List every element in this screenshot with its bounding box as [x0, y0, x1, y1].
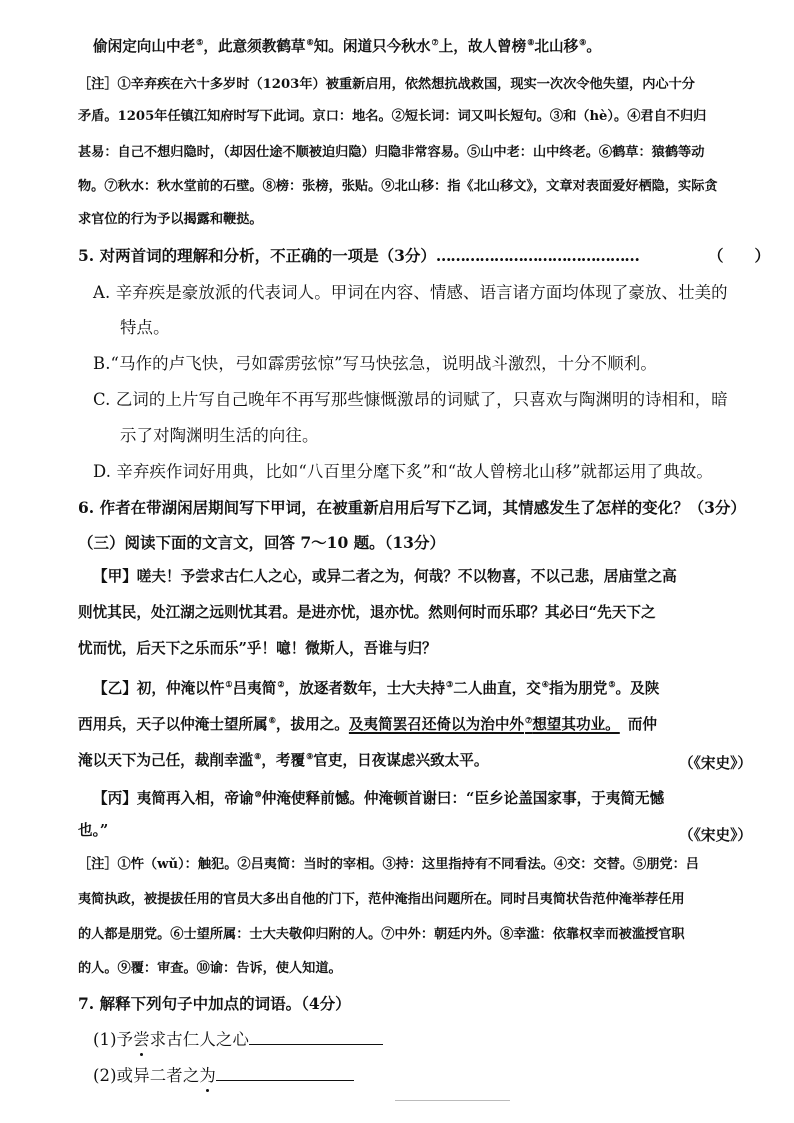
- text: 【乙】初，仲淹以忤: [93, 680, 225, 697]
- text: 官吏，日夜谋虑兴致太平。: [313, 752, 489, 769]
- section-3-heading: （三）阅读下面的文言文，回答 7～10 题。（13分）: [78, 533, 445, 552]
- text: 吕夷简: [232, 680, 277, 697]
- note-ref: ⑤: [196, 37, 204, 47]
- q5-answer-paren[interactable]: （ ）: [708, 246, 771, 265]
- dotted-word: 尝: [133, 1030, 150, 1049]
- passage-bing-line-2: 也。”: [78, 822, 109, 839]
- q5-option-b[interactable]: B.“马作的卢飞快，弓如霹雳弦惊”写马快弦急，说明战斗激烈，十分不顺利。: [93, 354, 657, 373]
- passage-jia-line-2: 则忧其民，处江湖之远则忧其君。是进亦忧，退亦忧。然则何时而乐耶？其必曰“先天下之: [78, 604, 656, 621]
- q5-stem-line: [78, 248, 639, 264]
- text: 求古仁人之心: [149, 1030, 250, 1049]
- q5-option-d[interactable]: D. 辛弃疾作词好用典，比如“八百里分麾下炙”和“故人曾榜北山移”就都运用了典故。: [93, 462, 713, 481]
- poem-text: 。: [586, 38, 601, 55]
- text: ，拔用之。: [275, 716, 349, 733]
- note-ref: ⑥: [268, 715, 276, 725]
- text: ，考覆: [261, 752, 306, 769]
- text: 淹以天下为己任，裁削幸滥: [78, 752, 254, 769]
- note1-line-2: 矛盾。1205年任镇江知府时写下此词。京口：地名。②短长词：词又叫长短句。③和（hè）。④君自不归归: [78, 109, 707, 124]
- note-ref: ⑧: [254, 751, 262, 761]
- underlined-sentence: [349, 716, 620, 733]
- q5-option-c-cont: 示了对陶渊明生活的向往。: [120, 426, 319, 445]
- text: 及夷简罢召还倚以为治中外: [348, 716, 525, 733]
- note-ref: ⑨: [306, 751, 314, 761]
- q5-option-a[interactable]: A. 辛弃疾是豪放派的代表词人。甲词在内容、情感、语言诸方面均体现了豪放、壮美的: [93, 283, 728, 302]
- source-songshi: （《宋史》）: [679, 827, 752, 844]
- leader-dots: ……………………………………: [435, 246, 639, 265]
- text: ，放逐者数年，士大夫持: [284, 680, 446, 697]
- poem-text: 知。闲道只今秋水: [313, 38, 431, 55]
- note-ref: ⑦: [525, 715, 533, 725]
- text: 而仲: [627, 716, 657, 733]
- note1-line-3: 甚易：自己不想归隐时，（却因仕途不顺被迫归隐）归隐非常容易。⑤山中老：山中终老。⑥鹤草：猿鹤等动: [78, 145, 705, 160]
- q7-item-1: [93, 1032, 383, 1048]
- note-ref: ⑩: [254, 789, 262, 799]
- source-songshi: （《宋史》）: [679, 755, 752, 772]
- text: 想望其功业。: [532, 716, 620, 733]
- poem-text: 北山移: [534, 38, 579, 55]
- q5-option-c[interactable]: C. 乙词的上片写自己晚年不再写那些慷慨激昂的词赋了，只喜欢与陶渊明的诗相和，暗: [93, 390, 728, 409]
- passage-yi-line-3: [78, 752, 488, 769]
- text: (1)予: [93, 1030, 134, 1049]
- note-ref: ⑦: [431, 37, 439, 47]
- note2-line-4: 的人。⑨覆：审查。⑩谕：告诉，使人知道。: [78, 961, 342, 976]
- note-ref: ⑥: [306, 37, 314, 47]
- passage-yi-line-2: [78, 716, 657, 733]
- note-ref: ①: [225, 679, 233, 689]
- footer-divider: [395, 1100, 510, 1101]
- note2-line-1: ［注］①忤（wǔ）：触犯。②吕夷简：当时的宰相。③持：这里指持有不同看法。④交：交替。⑤朋党：吕: [78, 857, 699, 872]
- poem-line: [93, 38, 601, 55]
- note1-line-5: 求官位的行为予以揭露和鞭挞。: [78, 212, 263, 227]
- poem-text: 偷闲定向山中老: [93, 38, 196, 55]
- poem-text: ，此意须教鹤草: [203, 38, 306, 55]
- note-ref: ⑤: [608, 679, 616, 689]
- q7-stem: 7. 解释下列句子中加点的词语。（4分）: [78, 994, 351, 1013]
- note2-line-2: 夷简执政，被提拔任用的官员大多出自他的门下，范仲淹指出问题所在。同时吕夷简状告范仲淹举荐任用: [78, 892, 685, 907]
- poem-text: 上，故人曾榜: [438, 38, 527, 55]
- dotted-word: 为: [199, 1066, 216, 1085]
- text: 西用兵，天子以仲淹士望所属: [78, 716, 268, 733]
- passage-jia-line-3: 忧而忧，后天下之乐而乐”乎！噫！微斯人，吾谁与归？: [78, 640, 437, 657]
- q7-item-2: [93, 1068, 354, 1084]
- text: (2)或异二者之: [93, 1066, 200, 1085]
- text: 【丙】夷简再入相，帝谕: [93, 790, 254, 807]
- passage-yi-line-1: [93, 680, 659, 697]
- note-ref: ②: [277, 679, 285, 689]
- note1-line-4: 物。⑦秋水：秋水堂前的石壁。⑧榜：张榜，张贴。⑨北山移：指《北山移文》，文章对表面爱好栖隐，实际贪: [78, 179, 718, 194]
- answer-blank[interactable]: [216, 1068, 354, 1081]
- text: 仲淹使释前憾。仲淹顿首谢曰：“臣乡论盖国家事，于夷简无憾: [261, 790, 665, 807]
- answer-blank[interactable]: [249, 1032, 383, 1045]
- note-ref: ④: [541, 679, 549, 689]
- note-ref: ③: [446, 679, 454, 689]
- passage-jia-line-1: 【甲】嗟夫！予尝求古仁人之心，或异二者之为，何哉？不以物喜，不以己悲，居庙堂之高: [93, 568, 677, 585]
- text: 。及陕: [615, 680, 660, 697]
- note2-line-3: 的人都是朋党。⑥士望所属：士大夫敬仰归附的人。⑦中外：朝廷内外。⑧幸滥：依靠权幸而被滥授官职: [78, 927, 685, 942]
- text: 指为朋党: [548, 680, 608, 697]
- q6-stem: 6. 作者在带湖闲居期间写下甲词，在被重新启用后写下乙词，其情感发生了怎样的变化？（3分）: [78, 498, 746, 517]
- note1-line-1: ［注］①辛弃疾在六十多岁时（1203年）被重新启用，依然想抗战救国，现实一次次令他失望，内心十分: [78, 77, 695, 92]
- passage-bing-line-1: [93, 790, 664, 807]
- q5-option-a-cont: 特点。: [120, 318, 170, 337]
- note-ref: ⑧: [527, 37, 535, 47]
- text: 二人曲直，交: [453, 680, 541, 697]
- q5-stem: 5. 对两首词的理解和分析，不正确的一项是（3分）: [78, 246, 436, 265]
- note-ref: ⑨: [579, 37, 587, 47]
